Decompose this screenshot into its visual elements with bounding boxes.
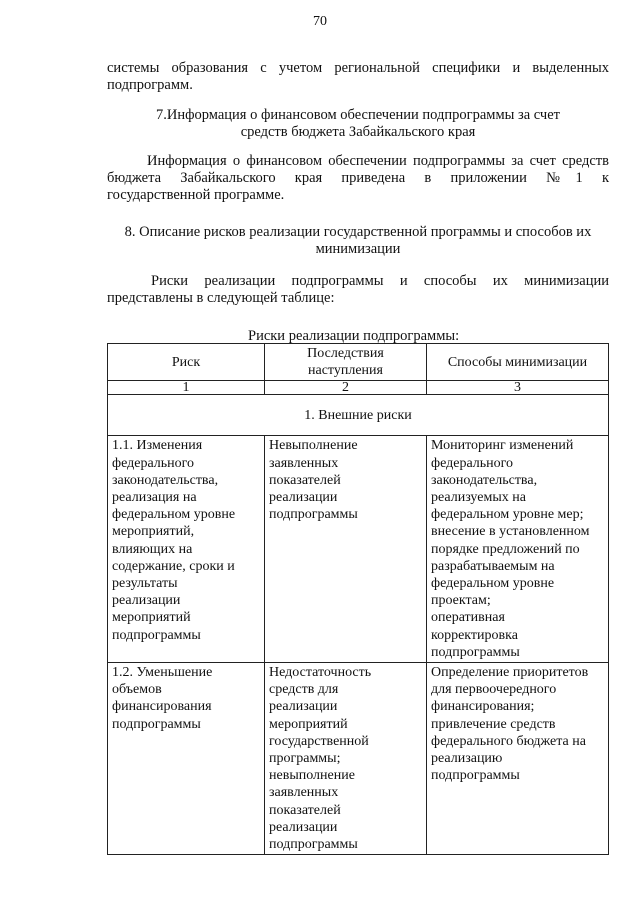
consequence-line: показателей: [269, 802, 341, 818]
risk-line: объемов: [112, 682, 162, 698]
mitigation-cell: [427, 663, 609, 855]
risk-cell: [108, 436, 265, 663]
mitigation-line: реализуемых на: [431, 490, 526, 506]
consequence-line: заявленных: [269, 455, 339, 471]
mitigation-line: проектам;: [431, 593, 491, 609]
consequence-line: программы;: [269, 751, 341, 767]
mitigation-line: подпрограммы: [431, 644, 520, 660]
header-consequences: [265, 344, 427, 381]
table-caption: Риски реализации подпрограммы:: [248, 328, 460, 344]
mitigation-line: законодательства,: [431, 472, 538, 488]
risk-line: 1.1. Изменения: [112, 438, 203, 454]
section8-heading-line-2: минимизации: [315, 241, 401, 257]
risk-line: федерального: [112, 455, 195, 471]
section8-body-line-2: представлены в следующей таблице:: [107, 290, 335, 306]
table-header-row: [108, 344, 609, 381]
mitigation-line: федерального бюджета на: [431, 733, 586, 749]
risk-line: законодательства,: [112, 472, 219, 488]
risk-line: подпрограммы: [112, 716, 201, 732]
risk-line: влияющих на: [112, 541, 193, 557]
mitigation-line: порядке предложений по: [431, 541, 580, 557]
mitigation-line: подпрограммы: [431, 768, 520, 784]
mitigation-line: Определение приоритетов: [431, 665, 589, 681]
risk-line: содержание, сроки и: [112, 558, 235, 574]
header-consequences-line-1: Последствия: [307, 346, 384, 361]
consequence-line: подпрограммы: [269, 507, 358, 523]
consequence-line: государственной: [269, 733, 369, 749]
mitigation-line: для первоочередного: [431, 682, 557, 698]
mitigation-line: внесение в установленном: [431, 524, 590, 540]
risks-table: [107, 343, 609, 855]
column-number: 2: [265, 381, 427, 395]
risk-line: мероприятий,: [112, 524, 195, 540]
consequence-line: реализации: [269, 819, 338, 835]
column-number: 1: [108, 381, 265, 395]
mitigation-line: федерального: [431, 455, 514, 471]
consequence-line: невыполнение: [269, 768, 355, 784]
risk-line: мероприятий: [112, 610, 191, 626]
mitigation-line: федеральном уровне: [431, 576, 555, 592]
header-risk: [108, 344, 265, 381]
consequence-line: показателей: [269, 472, 341, 488]
table-row: [108, 436, 609, 663]
section8-heading: [107, 224, 609, 258]
mitigation-line: федеральном уровне мер;: [431, 507, 584, 523]
section7-heading-line-1: 7.Информация о финансовом обеспечении подпрограммы за счет: [155, 107, 561, 123]
section8-heading-line-1: 8. Описание рисков реализации государственной программы и способов их: [124, 224, 592, 240]
consequence-line: реализации: [269, 699, 338, 715]
consequence-line: мероприятий: [269, 716, 348, 732]
section8-body-line-1: Риски реализации подпрограммы и способы их минимизации: [151, 273, 609, 289]
mitigation-line: финансирования;: [431, 699, 535, 715]
consequence-cell: [265, 663, 427, 855]
section7-body: [107, 153, 609, 204]
table-row: [108, 663, 609, 855]
header-mitigation-line: Способы минимизации: [447, 354, 588, 370]
section7-body-line-3: государственной программе.: [107, 187, 285, 203]
mitigation-line: реализацию: [431, 751, 503, 767]
section-row: [108, 395, 609, 436]
header-consequences-line-2: наступления: [308, 363, 383, 379]
section7-heading: [107, 107, 609, 141]
risk-line: 1.2. Уменьшение: [112, 665, 213, 681]
consequence-line: средств для: [269, 682, 339, 698]
mitigation-line: корректировка: [431, 627, 518, 643]
risk-line: реализации: [112, 593, 181, 609]
section-title: 1. Внешние риски: [108, 395, 609, 436]
consequence-line: реализации: [269, 490, 338, 506]
intro-paragraph: [107, 60, 609, 94]
consequence-cell: [265, 436, 427, 663]
section7-body-line-1: Информация о финансовом обеспечении подпрограммы за счет средств: [147, 153, 609, 169]
section7-body-line-2: бюджета Забайкальского края приведена в приложении №1 к: [107, 170, 609, 186]
consequence-line: подпрограммы: [269, 837, 358, 853]
column-number-row: [108, 381, 609, 395]
mitigation-line: Мониторинг изменений: [431, 438, 574, 454]
consequence-line: Невыполнение: [269, 438, 358, 454]
risk-line: подпрограммы: [112, 627, 201, 643]
mitigation-cell: [427, 436, 609, 663]
section7-heading-line-2: средств бюджета Забайкальского края: [240, 124, 476, 140]
consequence-line: Недостаточность: [269, 665, 372, 681]
page-number: 70: [313, 14, 327, 29]
mitigation-line: оперативная: [431, 610, 505, 626]
risk-cell: [108, 663, 265, 855]
consequence-line: заявленных: [269, 785, 339, 801]
intro-line-1: системы образования с учетом региональной специфики и выделенных: [107, 60, 609, 76]
section8-body: [107, 273, 609, 307]
risk-line: результаты: [112, 576, 178, 592]
mitigation-line: привлечение средств: [431, 716, 556, 732]
header-risk-line: Риск: [171, 354, 201, 370]
column-number: 3: [427, 381, 609, 395]
risk-line: финансирования: [112, 699, 212, 715]
risk-line: федеральном уровне: [112, 507, 236, 523]
intro-line-2: подпрограмм.: [107, 77, 193, 93]
header-mitigation: [427, 344, 609, 381]
risk-line: реализация на: [112, 490, 197, 506]
mitigation-line: разрабатываемым на: [431, 558, 555, 574]
